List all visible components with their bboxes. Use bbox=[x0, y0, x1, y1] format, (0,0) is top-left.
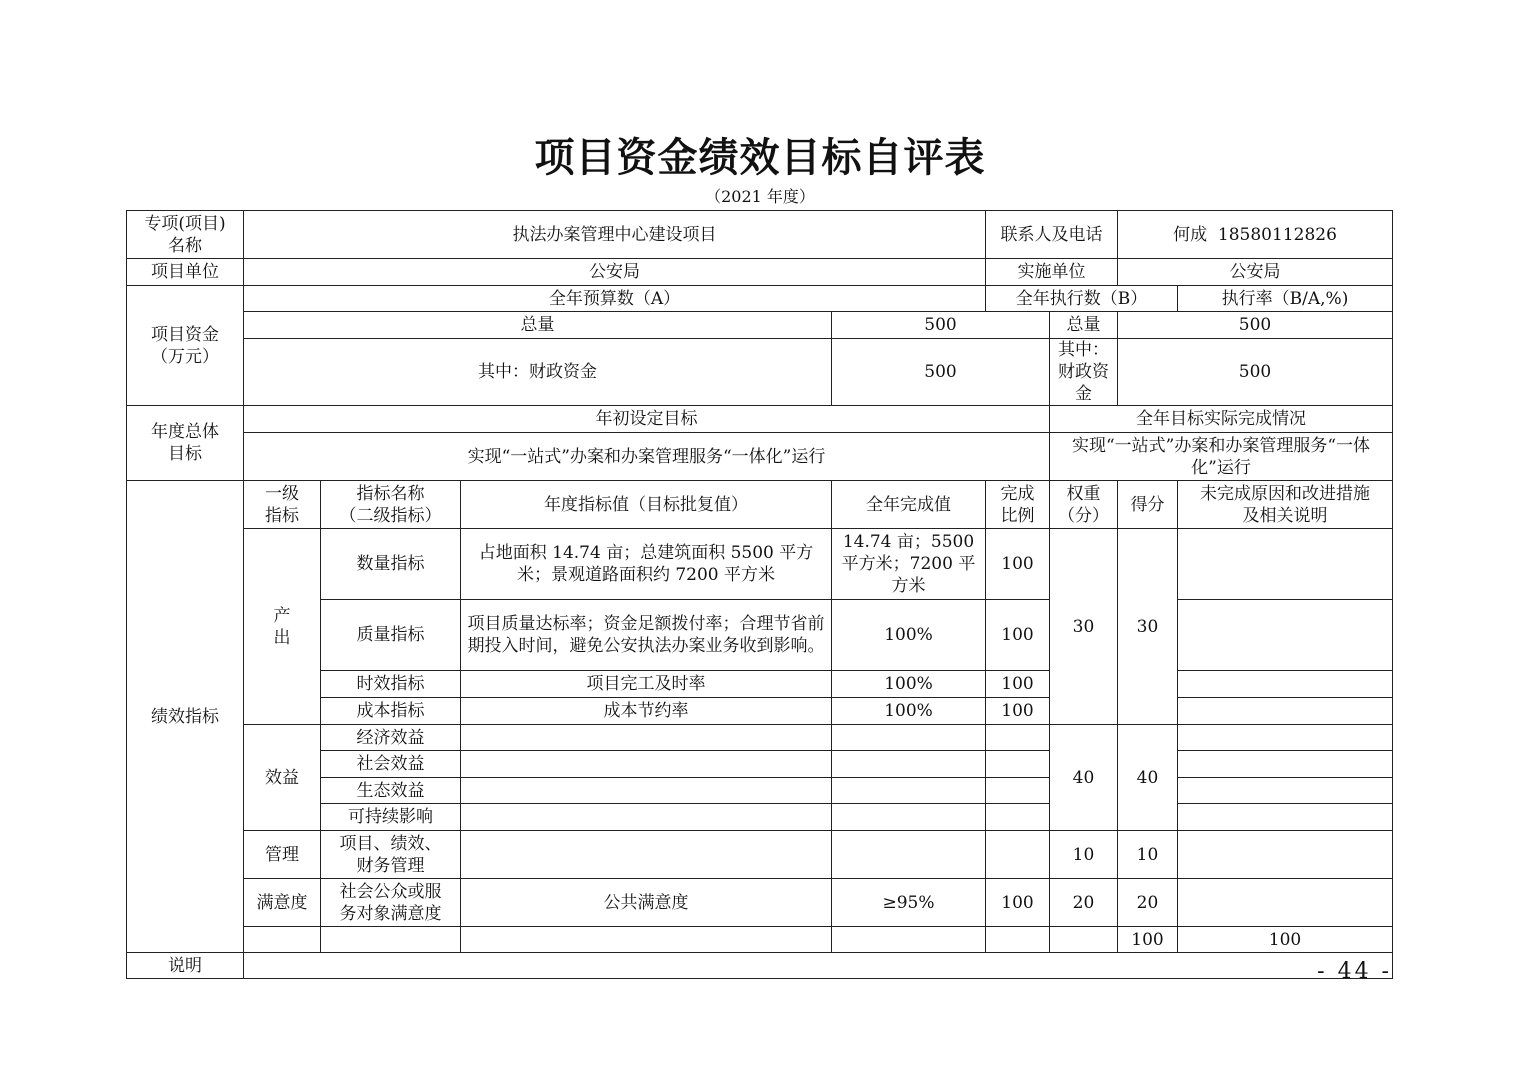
ratio-header: 完成 比例 bbox=[986, 481, 1050, 529]
indicator-ratio bbox=[986, 778, 1050, 804]
total-blank bbox=[832, 927, 986, 953]
indicator-actual: 14.74 亩；5500 平方米；7200 平方米 bbox=[832, 529, 986, 600]
management-ratio bbox=[986, 831, 1050, 879]
total-blank bbox=[986, 927, 1050, 953]
indicator-name: 可持续影响 bbox=[321, 804, 461, 831]
management-row bbox=[127, 831, 1393, 879]
indicator-name: 成本指标 bbox=[321, 698, 461, 725]
total-blank bbox=[321, 927, 461, 953]
indicator-actual bbox=[832, 804, 986, 831]
indicators-header-row bbox=[127, 481, 1393, 529]
funds-total-row bbox=[127, 312, 1393, 339]
satisfaction-actual: ≥95% bbox=[832, 879, 986, 927]
indicator-reason bbox=[1178, 751, 1393, 778]
indicator-ratio bbox=[986, 725, 1050, 751]
reason-header: 未完成原因和改进措施 及相关说明 bbox=[1178, 481, 1393, 529]
execution-header: 全年执行数（B） bbox=[986, 286, 1178, 312]
goals-initial-value: 实现“一站式”办案和办案管理服务“一体化”运行 bbox=[244, 433, 1050, 481]
goals-actual-header: 全年目标实际完成情况 bbox=[1050, 406, 1393, 433]
management-reason bbox=[1178, 831, 1393, 879]
indicator-ratio: 100 bbox=[986, 529, 1050, 600]
indicator-name: 数量指标 bbox=[321, 529, 461, 600]
table-row bbox=[127, 725, 1393, 751]
funds-fiscal-budget: 500 bbox=[832, 339, 1050, 406]
output-weight: 30 bbox=[1050, 529, 1118, 725]
satisfaction-row bbox=[127, 879, 1393, 927]
actual-header: 全年完成值 bbox=[832, 481, 986, 529]
score-header: 得分 bbox=[1118, 481, 1178, 529]
indicator-target: 项目质量达标率；资金足额拨付率；合理节省前期投入时间，避免公安执法办案业务收到影响。 bbox=[461, 600, 832, 671]
management-label: 管理 bbox=[244, 831, 321, 879]
indicator-name: 社会效益 bbox=[321, 751, 461, 778]
indicator-actual: 100% bbox=[832, 671, 986, 698]
document-year: （2021 年度） bbox=[705, 187, 815, 206]
indicator-reason bbox=[1178, 671, 1393, 698]
indicator-target bbox=[461, 751, 832, 778]
output-score: 30 bbox=[1118, 529, 1178, 725]
project-name-value: 执法办案管理中心建设项目 bbox=[244, 211, 986, 259]
goals-initial-header: 年初设定目标 bbox=[244, 406, 1050, 433]
total-blank bbox=[244, 927, 321, 953]
indicator-actual: 100% bbox=[832, 600, 986, 671]
level1-header: 一级 指标 bbox=[244, 481, 321, 529]
indicator-name: 时效指标 bbox=[321, 671, 461, 698]
indicator-actual bbox=[832, 725, 986, 751]
management-score: 10 bbox=[1118, 831, 1178, 879]
funds-fiscal-exec-label: 其中：财政资金 bbox=[1050, 339, 1118, 406]
impl-unit-value: 公安局 bbox=[1118, 259, 1393, 286]
goals-header-row bbox=[127, 406, 1393, 433]
funds-total-exec: 500 bbox=[1118, 312, 1393, 339]
benefit-weight: 40 bbox=[1050, 725, 1118, 831]
weight-header: 权重 （分） bbox=[1050, 481, 1118, 529]
goals-actual-value: 实现“一站式”办案和办案管理服务“一体化”运行 bbox=[1050, 433, 1393, 481]
benefit-score: 40 bbox=[1118, 725, 1178, 831]
satisfaction-ratio: 100 bbox=[986, 879, 1050, 927]
contact-label: 联系人及电话 bbox=[986, 211, 1118, 259]
indicator-ratio: 100 bbox=[986, 671, 1050, 698]
funds-total-exec-label: 总量 bbox=[1050, 312, 1118, 339]
indicator-ratio: 100 bbox=[986, 600, 1050, 671]
goals-value-row bbox=[127, 433, 1393, 481]
total-row bbox=[127, 927, 1393, 953]
management-target bbox=[461, 831, 832, 879]
satisfaction-name: 社会公众或服 务对象满意度 bbox=[321, 879, 461, 927]
indicator-target: 占地面积 14.74 亩；总建筑面积 5500 平方米；景观道路面积约 7200 平方米 bbox=[461, 529, 832, 600]
budget-header: 全年预算数（A） bbox=[244, 286, 986, 312]
indicator-name: 质量指标 bbox=[321, 600, 461, 671]
indicator-reason bbox=[1178, 698, 1393, 725]
total-weight: 100 bbox=[1118, 927, 1178, 953]
funds-label: 项目资金 （万元） bbox=[127, 286, 244, 406]
unit-value: 公安局 bbox=[244, 259, 986, 286]
target-header: 年度指标值（目标批复值） bbox=[461, 481, 832, 529]
indicator-reason bbox=[1178, 529, 1393, 600]
project-name-label: 专项(项目) 名称 bbox=[127, 211, 244, 259]
indicator-reason bbox=[1178, 778, 1393, 804]
satisfaction-label: 满意度 bbox=[244, 879, 321, 927]
indicator-ratio bbox=[986, 804, 1050, 831]
unit-row bbox=[127, 259, 1393, 286]
total-blank bbox=[461, 927, 832, 953]
funds-fiscal-exec: 500 bbox=[1118, 339, 1393, 406]
indicator-target: 项目完工及时率 bbox=[461, 671, 832, 698]
contact-value: 何成 18580112826 bbox=[1118, 211, 1393, 259]
funds-fiscal-row bbox=[127, 339, 1393, 406]
total-blank bbox=[1050, 927, 1118, 953]
execution-rate-header: 执行率（B/A,%) bbox=[1178, 286, 1393, 312]
satisfaction-reason bbox=[1178, 879, 1393, 927]
funds-total-label: 总量 bbox=[244, 312, 832, 339]
goals-label: 年度总体 目标 bbox=[127, 406, 244, 481]
remarks-value bbox=[244, 953, 1393, 979]
satisfaction-score: 20 bbox=[1118, 879, 1178, 927]
indicator-target bbox=[461, 778, 832, 804]
page-number: - 44 - bbox=[1317, 959, 1392, 984]
indicator-target: 成本节约率 bbox=[461, 698, 832, 725]
project-name-row bbox=[127, 211, 1393, 259]
indicator-reason bbox=[1178, 725, 1393, 751]
benefit-label: 效益 bbox=[244, 725, 321, 831]
impl-unit-label: 实施单位 bbox=[986, 259, 1118, 286]
document-title: 项目资金绩效目标自评表 bbox=[534, 134, 986, 181]
indicator-name: 经济效益 bbox=[321, 725, 461, 751]
indicator-name-header: 指标名称 （二级指标） bbox=[321, 481, 461, 529]
remarks-label: 说明 bbox=[127, 953, 244, 979]
remarks-row bbox=[127, 953, 1393, 979]
table-row bbox=[127, 529, 1393, 600]
funds-total-budget: 500 bbox=[832, 312, 1050, 339]
total-score: 100 bbox=[1178, 927, 1393, 953]
output-label: 产 出 bbox=[244, 529, 321, 725]
unit-label: 项目单位 bbox=[127, 259, 244, 286]
management-name: 项目、绩效、 财务管理 bbox=[321, 831, 461, 879]
indicator-actual bbox=[832, 778, 986, 804]
management-weight: 10 bbox=[1050, 831, 1118, 879]
indicator-reason bbox=[1178, 600, 1393, 671]
indicator-ratio bbox=[986, 751, 1050, 778]
indicator-actual bbox=[832, 751, 986, 778]
funds-fiscal-label: 其中：财政资金 bbox=[244, 339, 832, 406]
indicator-actual: 100% bbox=[832, 698, 986, 725]
funds-header-row bbox=[127, 286, 1393, 312]
indicator-ratio: 100 bbox=[986, 698, 1050, 725]
self-evaluation-table bbox=[126, 210, 1393, 979]
indicator-name: 生态效益 bbox=[321, 778, 461, 804]
indicators-label: 绩效指标 bbox=[127, 481, 244, 953]
indicator-target bbox=[461, 725, 832, 751]
indicator-reason bbox=[1178, 804, 1393, 831]
satisfaction-target: 公共满意度 bbox=[461, 879, 832, 927]
satisfaction-weight: 20 bbox=[1050, 879, 1118, 927]
management-actual bbox=[832, 831, 986, 879]
indicator-target bbox=[461, 804, 832, 831]
